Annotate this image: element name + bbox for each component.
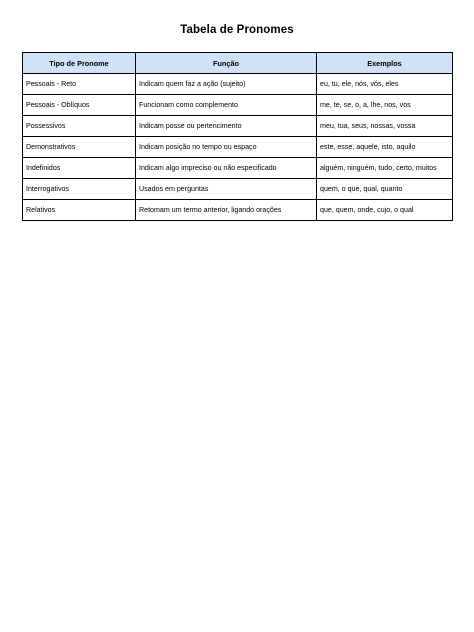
cell-tipo: Pessoais - Oblíquos — [23, 95, 136, 116]
cell-funcao: Indicam algo impreciso ou não especificado — [136, 158, 317, 179]
table-header-row — [23, 53, 453, 74]
pronoun-table — [22, 52, 453, 221]
header-exemplos: Exemplos — [317, 53, 453, 74]
cell-exemplos: eu, tu, ele, nós, vós, eles — [317, 74, 453, 95]
cell-exemplos: me, te, se, o, a, lhe, nos, vos — [317, 95, 453, 116]
header-funcao: Função — [136, 53, 317, 74]
cell-funcao: Indicam quem faz a ação (sujeito) — [136, 74, 317, 95]
cell-exemplos: meu, tua, seus, nossas, vossa — [317, 116, 453, 137]
page-title: Tabela de Pronomes — [180, 24, 294, 36]
cell-tipo: Indefinidos — [23, 158, 136, 179]
cell-tipo: Possessivos — [23, 116, 136, 137]
table-row — [23, 179, 453, 200]
table-row — [23, 137, 453, 158]
table-row — [23, 74, 453, 95]
cell-funcao: Funcionam como complemento — [136, 95, 317, 116]
cell-tipo: Pessoais - Reto — [23, 74, 136, 95]
cell-funcao: Usados em perguntas — [136, 179, 317, 200]
cell-exemplos: alguém, ninguém, tudo, certo, muitos — [317, 158, 453, 179]
cell-exemplos: que, quem, onde, cujo, o qual — [317, 200, 453, 221]
header-tipo-de-pronome: Tipo de Pronome — [23, 53, 136, 74]
table-row — [23, 158, 453, 179]
cell-funcao: Indicam posição no tempo ou espaço — [136, 137, 317, 158]
cell-tipo: Relativos — [23, 200, 136, 221]
cell-exemplos: este, esse, aquele, isto, aquilo — [317, 137, 453, 158]
cell-tipo: Interrogativos — [23, 179, 136, 200]
cell-tipo: Demonstrativos — [23, 137, 136, 158]
table-row — [23, 95, 453, 116]
cell-funcao: Retomam um termo anterior, ligando orações — [136, 200, 317, 221]
table-row — [23, 116, 453, 137]
cell-funcao: Indicam posse ou pertencimento — [136, 116, 317, 137]
table-row — [23, 200, 453, 221]
cell-exemplos: quem, o que, qual, quanto — [317, 179, 453, 200]
